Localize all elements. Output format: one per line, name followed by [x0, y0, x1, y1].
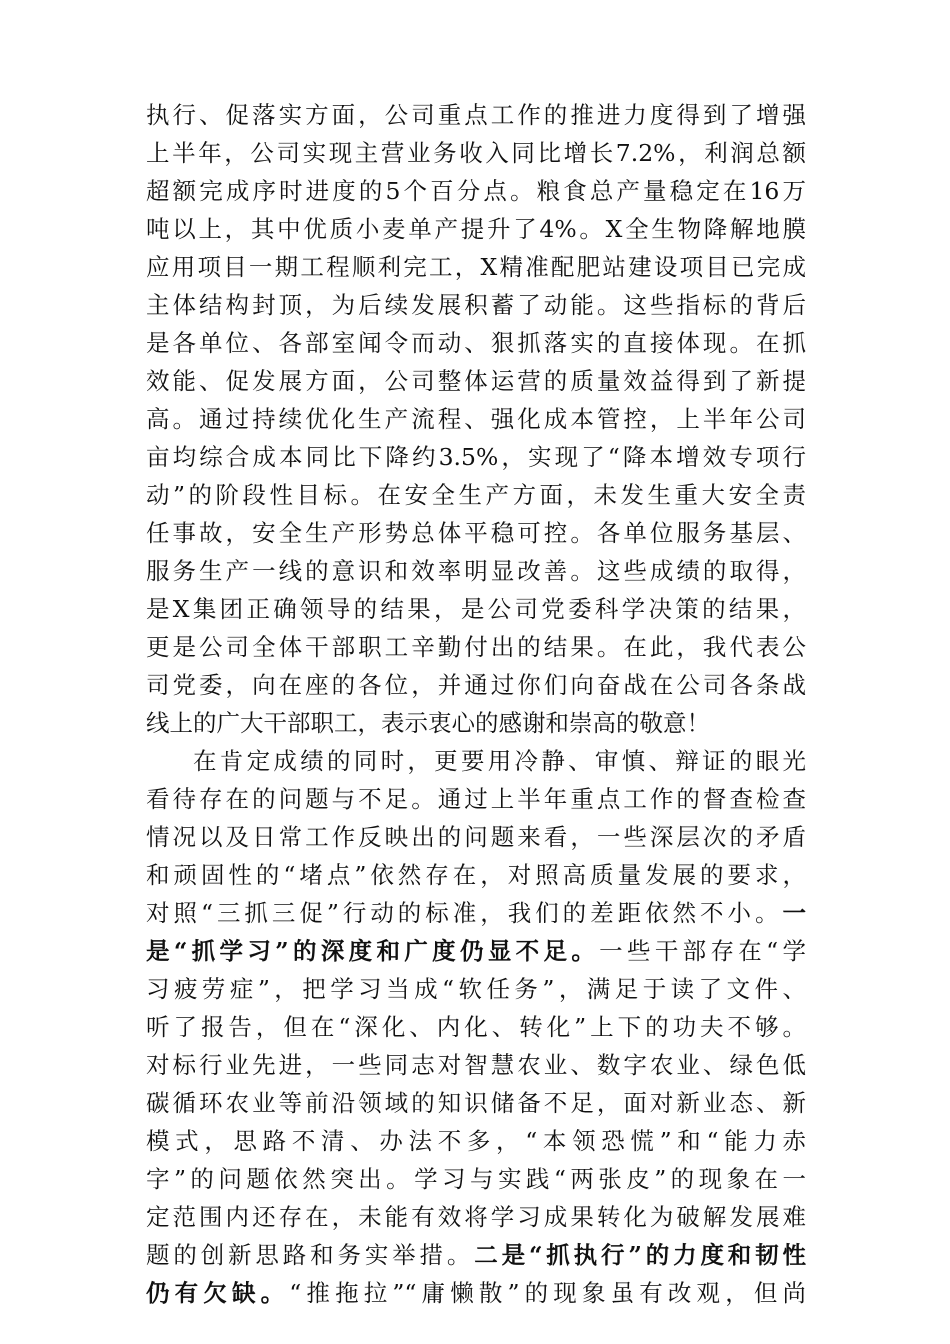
- text-line: 习疲劳症”，把学习当成“软任务”，满足于读了文件、: [146, 975, 806, 1003]
- paragraph-start-line: 在肯定成绩的同时，更要用冷静、审慎、辩证的眼光: [193, 747, 806, 775]
- text-line: 模式，思路不清、办法不多，“本领恐慌”和“能力赤: [146, 1127, 806, 1155]
- bold-heading-segment: 是“抓学习”的深度和广度仍显不足。: [146, 937, 600, 965]
- text-segment: “推拖拉”“庸懒散”的现象虽有改观，但尚: [289, 1279, 806, 1307]
- bold-heading-segment: 二是“抓执行”的力度和韧性: [474, 1241, 806, 1269]
- text-line: 吨以上，其中优质小麦单产提升了4%。X全生物降解地膜: [146, 215, 806, 243]
- text-segment: 题的创新思路和务实举措。: [146, 1241, 475, 1269]
- bold-heading-segment: 仍有欠缺。: [146, 1279, 290, 1307]
- text-segment: 对照“三抓三促”行动的标准，我们的差距依然不小。: [146, 899, 783, 927]
- text-line: 动”的阶段性目标。在安全生产方面，未发生重大安全责: [146, 481, 806, 509]
- bold-heading-segment: 一: [782, 899, 806, 927]
- document-body: [146, 96, 806, 1312]
- text-line: 和顽固性的“堵点”依然存在，对照高质量发展的要求，: [146, 861, 806, 889]
- text-line: 是各单位、各部室闻令而动、狠抓落实的直接体现。在抓: [146, 329, 806, 357]
- text-line: 定范围内还存在，未能有效将学习成果转化为破解发展难: [146, 1203, 806, 1231]
- text-line: 超额完成序时进度的5个百分点。粮食总产量稳定在16万: [146, 177, 806, 205]
- text-line: 碳循环农业等前沿领域的知识储备不足，面对新业态、新: [146, 1089, 806, 1117]
- text-line: 是X集团正确领导的结果，是公司党委科学决策的结果，: [146, 595, 806, 623]
- text-line: 字”的问题依然突出。学习与实践“两张皮”的现象在一: [146, 1165, 806, 1193]
- text-line: 上半年，公司实现主营业务收入同比增长7.2%，利润总额: [146, 139, 806, 167]
- paragraph-end-line: 线上的广大干部职工，表示衷心的感谢和崇高的敬意！: [146, 709, 710, 737]
- text-line: 更是公司全体干部职工辛勤付出的结果。在此，我代表公: [146, 633, 806, 661]
- text-line: [146, 1274, 806, 1312]
- text-line: [146, 1236, 806, 1274]
- text-line: 执行、促落实方面，公司重点工作的推进力度得到了增强: [146, 101, 806, 129]
- text-line: 司党委，向在座的各位，并通过你们向奋战在公司各条战: [146, 671, 806, 699]
- text-line: 效能、促发展方面，公司整体运营的质量效益得到了新提: [146, 367, 806, 395]
- text-segment: 一些干部存在“学: [599, 937, 806, 965]
- text-line: 亩均综合成本同比下降约3.5%，实现了“降本增效专项行: [146, 443, 806, 471]
- text-line: [146, 894, 806, 932]
- text-line: 应用项目一期工程顺利完工，X精准配肥站建设项目已完成: [146, 253, 806, 281]
- text-line: 主体结构封顶，为后续发展积蓄了动能。这些指标的背后: [146, 291, 806, 319]
- text-line: [146, 932, 806, 970]
- text-line: 情况以及日常工作反映出的问题来看，一些深层次的矛盾: [146, 823, 806, 851]
- text-line: 对标行业先进，一些同志对智慧农业、数字农业、绿色低: [146, 1051, 806, 1079]
- text-line: 任事故，安全生产形势总体平稳可控。各单位服务基层、: [146, 519, 806, 547]
- text-line: 看待存在的问题与不足。通过上半年重点工作的督查检查: [146, 785, 806, 813]
- text-line: 服务生产一线的意识和效率明显改善。这些成绩的取得，: [146, 557, 806, 585]
- text-line: 听了报告，但在“深化、内化、转化”上下的功夫不够。: [146, 1013, 806, 1041]
- text-line: 高。通过持续优化生产流程、强化成本管控，上半年公司: [146, 405, 806, 433]
